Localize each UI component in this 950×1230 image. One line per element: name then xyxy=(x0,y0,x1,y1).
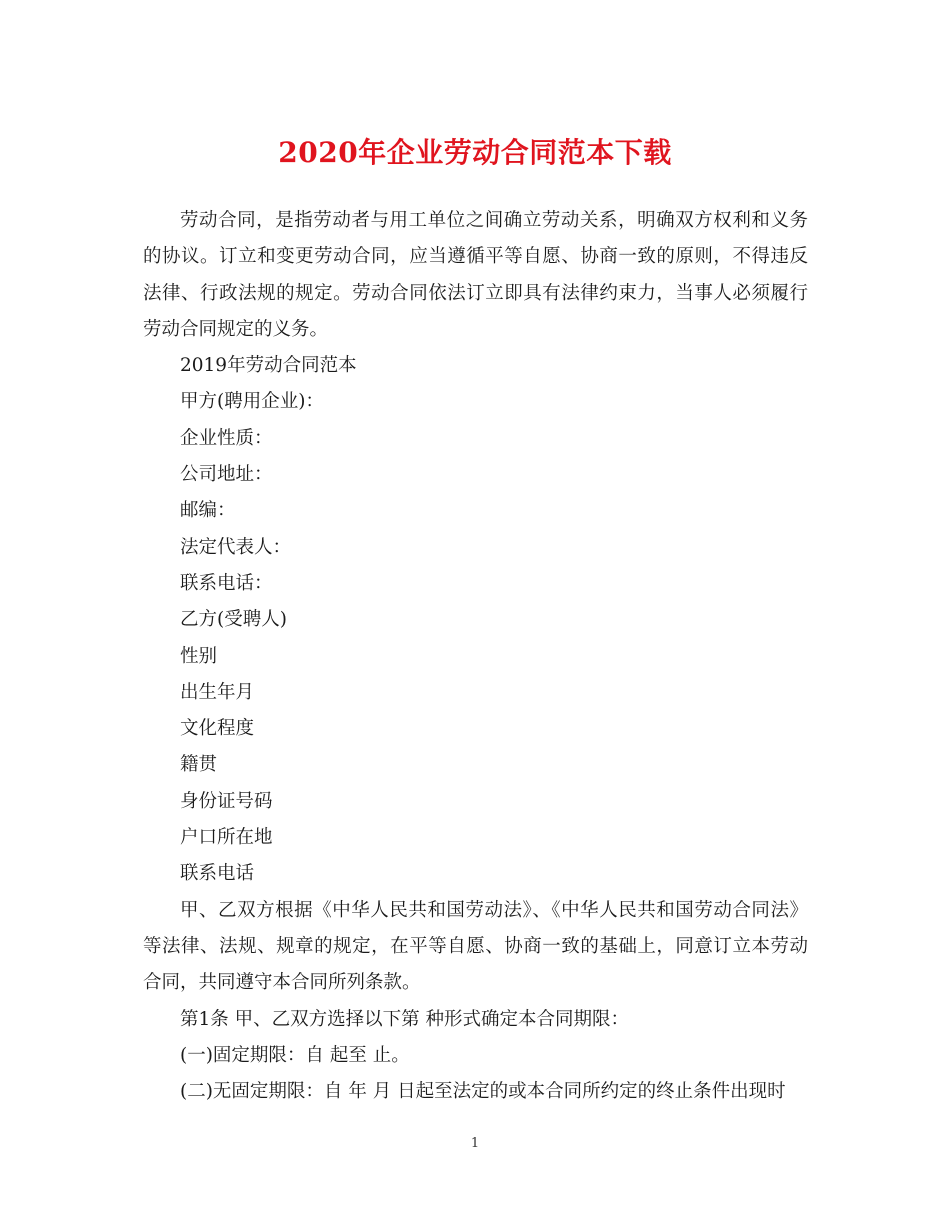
party-a-line: 甲方(聘用企业)： xyxy=(180,391,324,413)
party-a-phone-line: 联系电话： xyxy=(180,572,273,594)
native-place-line: 籍贯 xyxy=(180,754,218,776)
agreement-paragraph: 甲、乙双方根据《中华人民共和国劳动法》、《中华人民共和国劳动合同法》等法律、法规、规章的规定，在平等自愿、协商一致的基础上，同意订立本劳动合同，共同遵守本合同所列条款。 xyxy=(143,899,808,994)
gender-line: 性别 xyxy=(180,645,218,667)
party-b-phone-line: 联系电话 xyxy=(180,863,255,885)
legal-representative-line: 法定代表人： xyxy=(180,536,292,558)
education-line: 文化程度 xyxy=(180,718,255,740)
contract-heading-line: 2019年劳动合同范本 xyxy=(180,355,357,377)
postcode-line: 邮编： xyxy=(180,500,236,522)
page-number: 1 xyxy=(470,1136,480,1151)
intro-paragraph: 劳动合同，是指劳动者与用工单位之间确立劳动关系，明确双方权利和义务的协议。订立和变更劳动合同，应当遵循平等自愿、协商一致的原则，不得违反法律、行政法规的规定。劳动合同依法订立即具有法律约束力，当事人必须履行劳动合同规定的义务。 xyxy=(143,210,808,340)
enterprise-nature-line: 企业性质： xyxy=(180,427,273,449)
document-body xyxy=(143,203,808,1110)
birth-date-line: 出生年月 xyxy=(180,681,255,703)
id-number-line: 身份证号码 xyxy=(180,790,273,812)
document-title: 2020年企业劳动合同范本下载 xyxy=(278,136,672,169)
party-b-line: 乙方(受聘人) xyxy=(180,609,287,631)
open-term-line: (二)无固定期限：自 年 月 日起至法定的或本合同所约定的终止条件出现时 xyxy=(180,1081,786,1103)
company-address-line: 公司地址： xyxy=(180,464,273,486)
fixed-term-line: (一)固定期限：自 起至 止。 xyxy=(180,1044,410,1066)
household-registration-line: 户口所在地 xyxy=(180,827,273,849)
article-1-line: 第1条 甲、乙双方选择以下第 种形式确定本合同期限： xyxy=(180,1008,630,1030)
